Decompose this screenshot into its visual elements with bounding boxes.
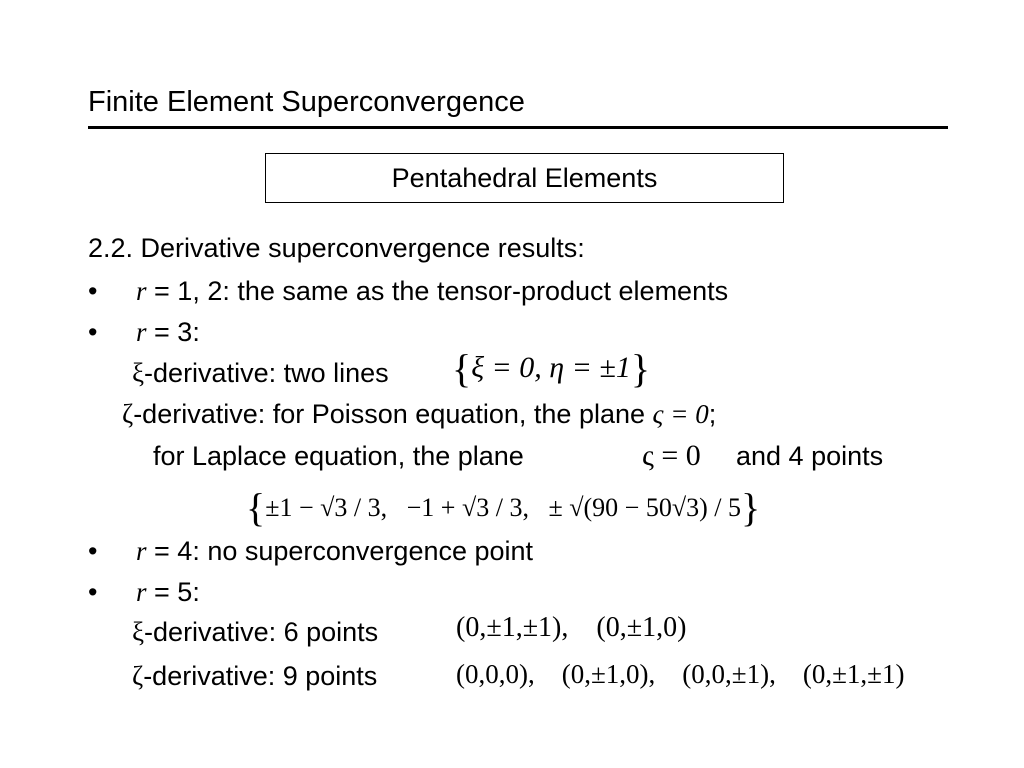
subtitle-box: Pentahedral Elements: [265, 153, 784, 203]
bullet-2-marker: •: [88, 317, 98, 347]
section-heading: 2.2. Derivative superconvergence results:: [88, 233, 585, 263]
zeta-plane-formula: ς = 0: [652, 399, 709, 429]
xi-lines-formula-text: ξ = 0, η = ±1: [471, 351, 631, 384]
xi-symbol: ξ: [132, 617, 145, 647]
xi-points-1: (0,±1,±1),: [456, 612, 569, 643]
laplace-line: [153, 440, 524, 472]
xi-6-points-line: [132, 616, 378, 648]
r-symbol: r: [136, 317, 147, 347]
equals-sign: =: [146, 276, 178, 306]
bullet-4-marker: •: [88, 577, 98, 607]
zeta-9-points-line: [132, 660, 377, 692]
bullet-3: [136, 535, 533, 567]
points-formula-a: ±1 − √3 / 3,: [265, 493, 388, 522]
zeta-points-2: (0,±1,0),: [561, 659, 656, 689]
title-underline: [88, 126, 948, 129]
equals-sign: =: [146, 536, 178, 566]
bullet-1: [136, 275, 728, 307]
bullet-2-text: 3:: [177, 317, 200, 347]
bullet-1-marker: •: [88, 276, 98, 306]
bullet-3-text: 4: no superconvergence point: [177, 536, 534, 566]
zeta-symbol: ζ: [132, 661, 144, 691]
bullet-2: [136, 316, 200, 348]
equals-sign: =: [146, 317, 178, 347]
semicolon: ;: [708, 399, 717, 429]
bullet-1-text: 1, 2: the same as the tensor-product elements: [177, 276, 729, 306]
four-points-formula: {±1 − √3 / 3, −1 + √3 / 3, ± √(90 − 50√3) / 5}: [246, 485, 761, 530]
slide-title: Finite Element Superconvergence: [88, 86, 525, 118]
xi-derivative-text: -derivative: two lines: [144, 358, 389, 388]
bullet-3-marker: •: [88, 536, 98, 566]
r-symbol: r: [136, 536, 147, 566]
and-4-points: and 4 points: [736, 441, 884, 471]
xi-points-2: (0,±1,0): [596, 612, 687, 643]
zeta-points-4: (0,±1,±1): [802, 659, 905, 689]
zeta-points-3: (0,0,±1),: [682, 659, 776, 689]
points-formula-c: ± √(90 − 50√3) / 5: [548, 493, 741, 522]
zeta-poisson-text: -derivative: for Poisson equation, the plane: [133, 399, 646, 429]
xi-points-formula: [456, 612, 686, 644]
zeta-points-formula: [456, 658, 904, 690]
equals-sign: =: [146, 577, 178, 607]
laplace-plane-formula: ς = 0: [642, 439, 701, 472]
r-symbol: r: [136, 276, 147, 306]
xi-derivative-line: [132, 357, 389, 389]
bullet-4-text: 5:: [177, 577, 200, 607]
r-symbol: r: [136, 577, 147, 607]
zeta-points-1: (0,0,0),: [456, 659, 535, 689]
xi-lines-formula: {ξ = 0, η = ±1}: [452, 346, 651, 391]
xi-symbol: ξ: [132, 358, 145, 388]
bullet-4: [136, 576, 200, 608]
zeta-9-points-text: -derivative: 9 points: [143, 661, 378, 691]
zeta-derivative-poisson-line: [122, 398, 716, 430]
points-formula-b: −1 + √3 / 3,: [406, 493, 529, 522]
xi-6-points-text: -derivative: 6 points: [144, 617, 379, 647]
laplace-text: for Laplace equation, the plane: [153, 441, 524, 471]
zeta-symbol: ζ: [122, 399, 134, 429]
